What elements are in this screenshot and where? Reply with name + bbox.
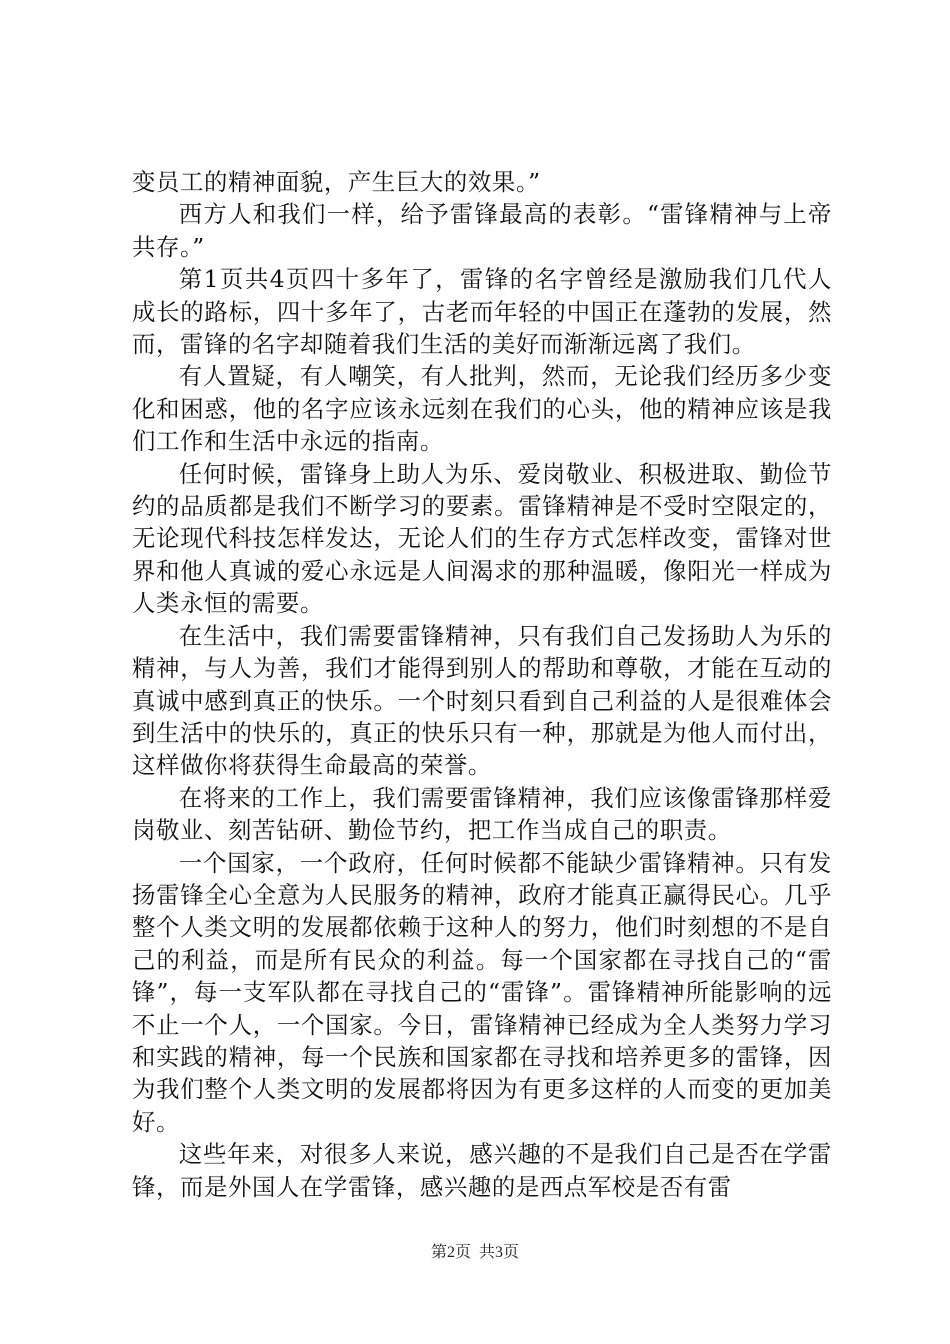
page-number: 第2页: [430, 1244, 471, 1261]
paragraph-9: 这些年来，对很多人来说，感兴趣的不是我们自己是否在学雷锋，而是外国人在学雷锋，感兴趣的是西点军校是否有雷: [132, 1140, 832, 1201]
paragraph-8: 一个国家，一个政府，任何时候都不能缺少雷锋精神。只有发扬雷锋全心全意为人民服务的精神，政府才能真正赢得民心。几乎整个人类文明的发展都依赖于这种人的努力，他们时刻想的不是自己的利益，而是所有民众的利益。每一个国家都在寻找自己的“雷锋”，每一支军队都在寻找自己的“雷锋”。雷锋精神所能影响的远不止一个人，一个国家。今日，雷锋精神已经成为全人类努力学习和实践的精神，每一个民族和国家都在寻找和培养更多的雷锋，因为我们整个人类文明的发展都将因为有更多这样的人而变的更加美好。: [132, 848, 832, 1136]
paragraph-4: 有人置疑，有人嘲笑，有人批判，然而，无论我们经历多少变化和困惑，他的名字应该永远刻在我们的心头，他的精神应该是我们工作和生活中永远的指南。: [132, 362, 832, 456]
paragraph-1: 变员工的精神面貌，产生巨大的效果。”: [132, 168, 541, 196]
paragraph-6: 在生活中，我们需要雷锋精神，只有我们自己发扬助人为乐的精神，与人为善，我们才能得到别人的帮助和尊敬，才能在互动的真诚中感到真正的快乐。一个时刻只看到自己利益的人是很难体会到生活中的快乐的，真正的快乐只有一种，那就是为他人而付出，这样做你将获得生命最高的荣誉。: [132, 621, 832, 780]
paragraph-2: 西方人和我们一样，给予雷锋最高的表彰。“雷锋精神与上帝共存。”: [132, 200, 832, 261]
page-footer: [0, 1243, 950, 1263]
document-body: [132, 166, 832, 1203]
paragraph-3: 第1页共4页四十多年了，雷锋的名字曾经是激励我们几代人成长的路标，四十多年了，古老而年轻的中国正在蓬勃的发展，然而，雷锋的名字却随着我们生活的美好而渐渐远离了我们。: [132, 265, 832, 359]
paragraph-5: 任何时候，雷锋身上助人为乐、爱岗敬业、积极进取、勤俭节约的品质都是我们不断学习的要素。雷锋精神是不受时空限定的，无论现代科技怎样发达，无论人们的生存方式怎样改变，雷锋对世界和他人真诚的爱心永远是人间渴求的那种温暖，像阳光一样成为人类永恒的需要。: [132, 459, 832, 618]
page-total: 共3页: [479, 1244, 520, 1261]
paragraph-7: 在将来的工作上，我们需要雷锋精神，我们应该像雷锋那样爱岗敬业、刻苦钻研、勤俭节约，把工作当成自己的职责。: [132, 783, 832, 845]
